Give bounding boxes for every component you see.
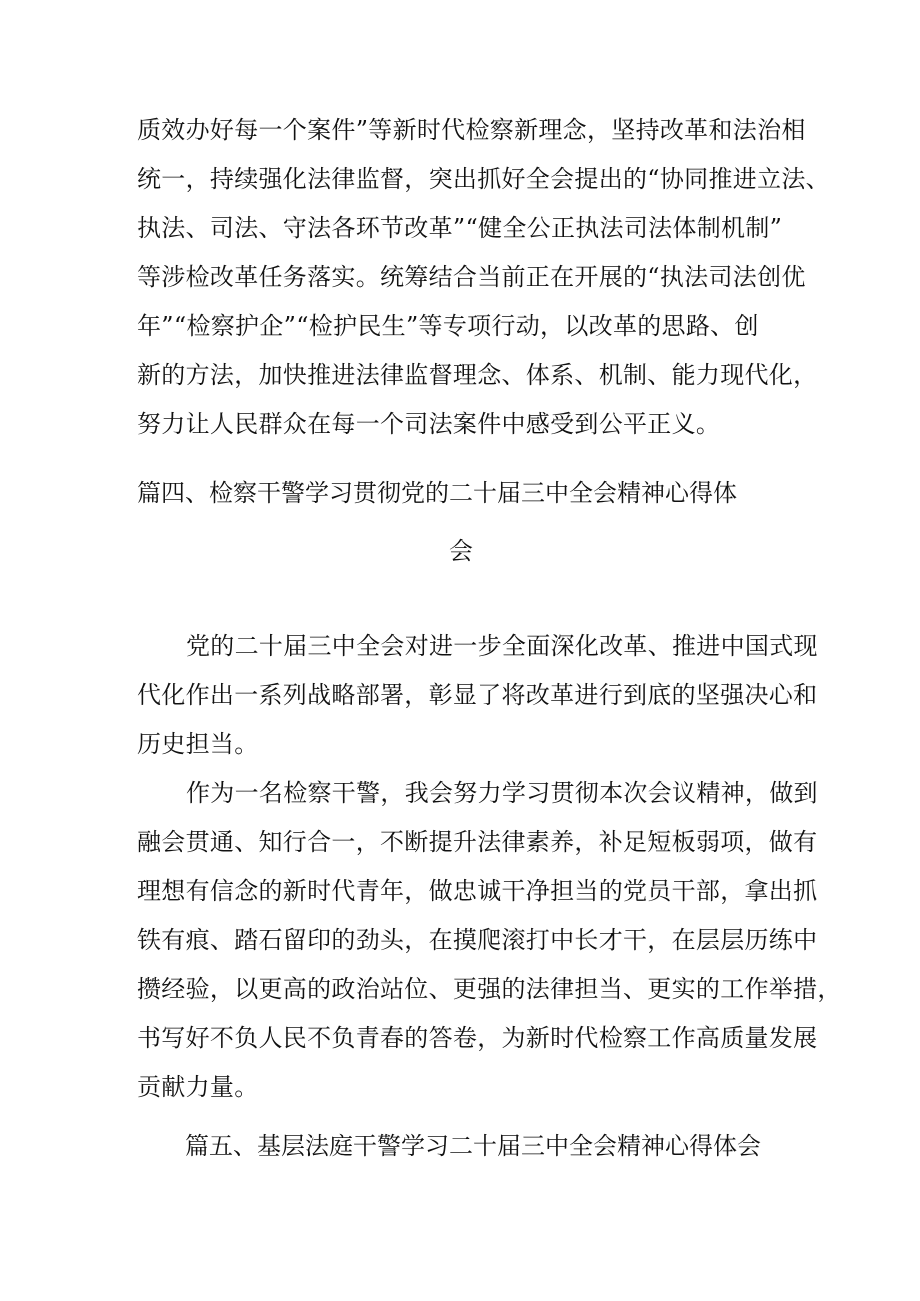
text-line: 书写好不负人民不负青春的答卷，为新时代检察工作高质量发展 bbox=[137, 1024, 818, 1052]
text-line: 作为一名检察干警，我会努力学习贯彻本次会议精神，做到 bbox=[186, 779, 818, 807]
text-line: 年”“检察护企”“检护民生”等专项行动，以改革的思路、创 bbox=[137, 312, 759, 340]
text-line: 融会贯通、知行合一，不断提升法律素养，补足短板弱项，做有 bbox=[137, 828, 818, 856]
text-line: 铁有痕、踏石留印的劲头，在摸爬滚打中长才干，在层层历练中 bbox=[137, 926, 818, 954]
text-line: 执法、司法、守法各环节改革”“健全公正执法司法体制机制” bbox=[137, 214, 783, 242]
text-line: 统一，持续强化法律监督，突出抓好全会提出的“协同推进立法、 bbox=[137, 165, 830, 193]
text-line: 党的二十届三中全会对进一步全面深化改革、推进中国式现 bbox=[186, 632, 818, 660]
text-line: 努力让人民群众在每一个司法案件中感受到公平正义。 bbox=[137, 410, 721, 438]
text-line: 历史担当。 bbox=[137, 730, 259, 758]
section-heading-4: 篇四、检察干警学习贯彻党的二十届三中全会精神心得体 bbox=[137, 479, 737, 507]
text-line: 等涉检改革任务落实。统筹结合当前正在开展的“执法司法创优 bbox=[137, 263, 806, 291]
text-line: 攒经验，以更高的政治站位、更强的法律担当、更实的工作举措， bbox=[137, 975, 842, 1003]
text-line: 代化作出一系列战略部署，彰显了将改革进行到底的坚强决心和 bbox=[137, 681, 818, 709]
text-line: 贡献力量。 bbox=[137, 1073, 259, 1101]
text-line: 新的方法，加快推进法律监督理念、体系、机制、能力现代化， bbox=[137, 361, 818, 389]
text-line: 理想有信念的新时代青年，做忠诚干净担当的党员干部，拿出抓 bbox=[137, 877, 818, 905]
section-heading-5: 篇五、基层法庭干警学习二十届三中全会精神心得体会 bbox=[185, 1132, 761, 1160]
text-line: 质效办好每一个案件”等新时代检察新理念，坚持改革和法治相 bbox=[137, 116, 806, 144]
section-heading-4-continuation: 会 bbox=[449, 537, 473, 565]
